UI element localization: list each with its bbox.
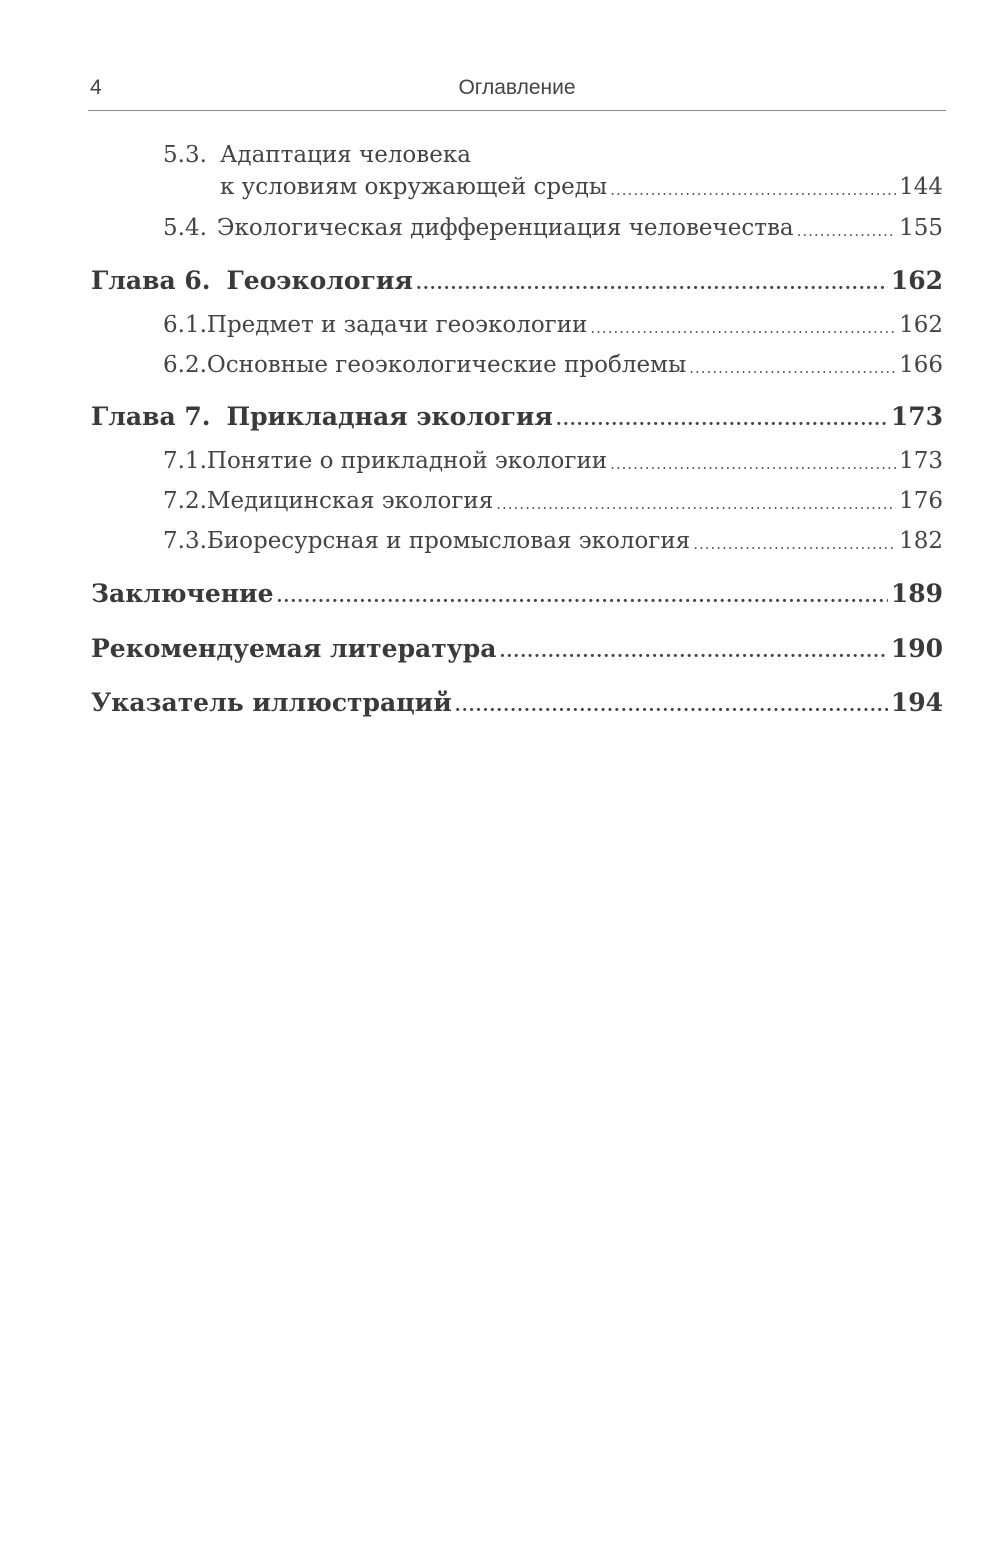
section-number: 7.1.: [163, 448, 207, 474]
page-ref: 166: [899, 352, 943, 378]
dot-leader: [499, 641, 887, 663]
entry-title: Указатель иллюстраций: [91, 688, 452, 717]
toc-chapter-6[interactable]: [91, 266, 943, 295]
page-number: 4: [90, 76, 102, 99]
section-title: Предмет и задачи геоэкологии: [206, 312, 588, 338]
dot-leader: [610, 180, 896, 200]
toc-entry-6-1[interactable]: [163, 312, 943, 338]
page-ref: 144: [899, 174, 943, 200]
page-ref: 162: [890, 266, 943, 295]
section-title: Экологическая дифференциация человечества: [216, 215, 794, 241]
section-number: 5.4.: [163, 215, 207, 241]
toc-entry-5-4[interactable]: [163, 215, 943, 241]
dot-leader: [556, 409, 888, 431]
toc-entry-6-2[interactable]: [163, 352, 943, 378]
section-number: 7.2.: [163, 488, 207, 514]
page-ref: 173: [899, 448, 943, 474]
dot-leader: [689, 358, 896, 378]
entry-title: Рекомендуемая литература: [91, 634, 497, 663]
toc-entry-7-1[interactable]: [163, 448, 943, 474]
chapter-title: Прикладная экология: [226, 402, 553, 431]
section-title: Адаптация человека: [220, 142, 471, 168]
running-head: [88, 72, 946, 111]
dot-leader: [693, 534, 896, 554]
dot-leader: [590, 318, 896, 338]
toc-entry-5-3-line2[interactable]: [220, 174, 943, 200]
dot-leader: [277, 586, 888, 608]
chapter-number: Глава 6.: [91, 266, 211, 295]
section-number: 5.3.: [163, 142, 207, 168]
section-title-continued: к условиям окружающей среды: [220, 174, 608, 200]
page-ref: 182: [899, 528, 943, 554]
section-number: 6.2.: [163, 352, 207, 378]
page-ref: 155: [899, 215, 943, 241]
page-ref: 190: [890, 634, 943, 663]
chapter-title: Геоэкология: [226, 266, 413, 295]
toc-illustrations-index[interactable]: [91, 688, 943, 717]
page-ref: 189: [890, 579, 943, 608]
section-title: Понятие о прикладной экологии: [206, 448, 608, 474]
page-title: Оглавление: [458, 76, 576, 99]
section-number: 6.1.: [163, 312, 207, 338]
dot-leader: [797, 221, 896, 241]
toc-entry-5-3-line1[interactable]: [163, 142, 471, 168]
section-number: 7.3.: [163, 528, 207, 554]
page-ref: 162: [899, 312, 943, 338]
toc-recommended-literature[interactable]: [91, 634, 943, 663]
dot-leader: [610, 454, 896, 474]
dot-leader: [416, 273, 888, 295]
dot-leader: [455, 695, 888, 717]
entry-title: Заключение: [91, 579, 274, 608]
chapter-number: Глава 7.: [91, 402, 211, 431]
toc-conclusion[interactable]: [91, 579, 943, 608]
section-title: Медицинская экология: [206, 488, 494, 514]
page-ref: 176: [899, 488, 943, 514]
toc-chapter-7[interactable]: [91, 402, 943, 431]
dot-leader: [496, 494, 896, 514]
toc-entry-7-2[interactable]: [163, 488, 943, 514]
section-title: Биоресурсная и промысловая экология: [206, 528, 691, 554]
page-ref: 173: [890, 402, 943, 431]
section-title: Основные геоэкологические проблемы: [206, 352, 687, 378]
toc-entry-7-3[interactable]: [163, 528, 943, 554]
page-ref: 194: [890, 688, 943, 717]
